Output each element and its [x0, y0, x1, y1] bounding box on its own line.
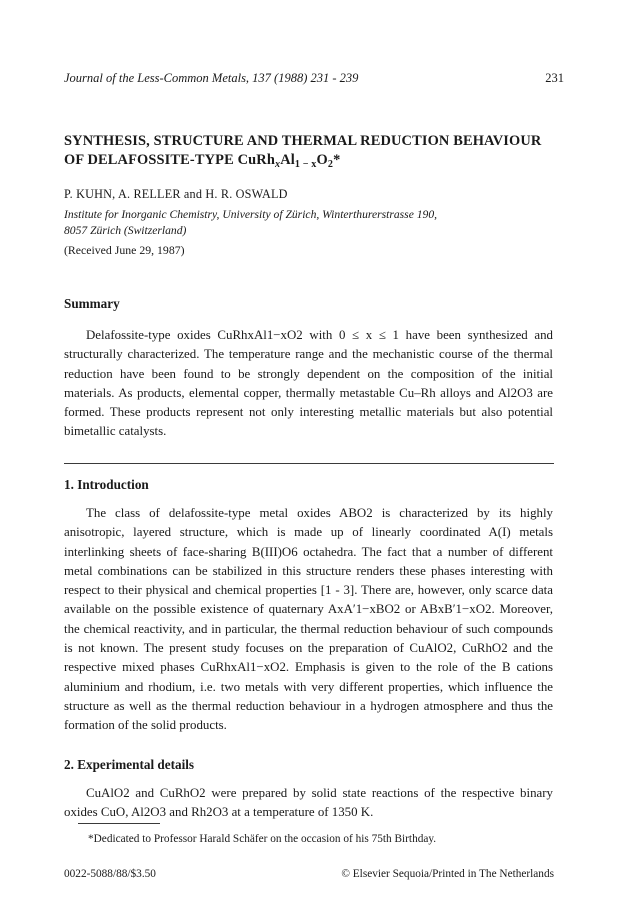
affiliation: Institute for Inorganic Chemistry, University of Zürich, Winterthurerstrasse 190, 8057 Zürich (Switzerland) [64, 208, 438, 237]
running-header [64, 71, 564, 86]
footnote: *Dedicated to Professor Harald Schäfer on the occasion of his 75th Birthday. [88, 833, 437, 845]
authors: P. KUHN, A. RELLER and H. R. OSWALD [64, 187, 288, 201]
experimental-heading: 2. Experimental details [64, 757, 195, 772]
introduction-text: The class of delafossite-type metal oxides ABO2 is characterized by its highly anisotropic, layered structure, which is made up of linearly coordinated A(I) metals interlinking sheets of face-sharing B(III)O6 octahedra. The fact that a number of different metal combinations can be stabilized in this structure renders these phases interesting with respect to their physical and chemical properties [1 - 3]. There are, however, only scarce data available on the possible existence of quaternary AxA′1−xBO2 or ABxB′1−xO2. Moreover, the chemical reactivity, and in particular, the thermal reduction behaviour of such compounds is not known. The present study focuses on the preparation of CuAlO2, CuRhO2 and the respective mixed phases CuRhxAl1−xO2. Emphasis is given to the role of the B cations aluminium and rhodium, i.e. two metals with very different properties, which influence the structure as well as the thermal reduction behaviour in a hydrogen atmosphere and thus the formation of the solid products. [64, 506, 553, 733]
journal-citation: Journal of the Less-Common Metals, 137 (1988) 231 - 239 [64, 71, 359, 85]
summary-text: Delafossite-type oxides CuRhxAl1−xO2 with 0 ≤ x ≤ 1 have been synthesized and structurally characterized. The temperature range and the mechanistic course of the thermal reduction have been found to be strongly dependent on the composition of the initial materials. As products, elemental copper, thermally metastable Cu–Rh alloys and Al2O3 are formed. These products represent not only interesting metallic materials but also potential bimetallic catalysts. [64, 328, 553, 439]
experimental-text: CuAlO2 and CuRhO2 were prepared by solid state reactions of the respective binary oxides CuO, Al2O3 and Rh2O3 at a temperature of 1350 K. [64, 786, 553, 820]
title-line-2: OF DELAFOSSITE-TYPE $CuRh_xAl_{1 - x}O_2*$ [64, 152, 341, 170]
title-line-1: SYNTHESIS, STRUCTURE AND THERMAL REDUCTION BEHAVIOUR [64, 133, 542, 149]
copyright-line: © Elsevier Sequoia/Printed in The Netherlands [341, 868, 554, 880]
footnote-rule [78, 823, 160, 824]
section-divider [64, 463, 554, 464]
page-number: 231 [545, 71, 564, 85]
introduction-heading: 1. Introduction [64, 477, 149, 492]
article-code: 0022-5088/88/$3.50 [64, 868, 156, 880]
summary-heading: Summary [64, 296, 120, 311]
received-date: (Received June 29, 1987) [64, 243, 185, 257]
article-title [64, 132, 564, 170]
